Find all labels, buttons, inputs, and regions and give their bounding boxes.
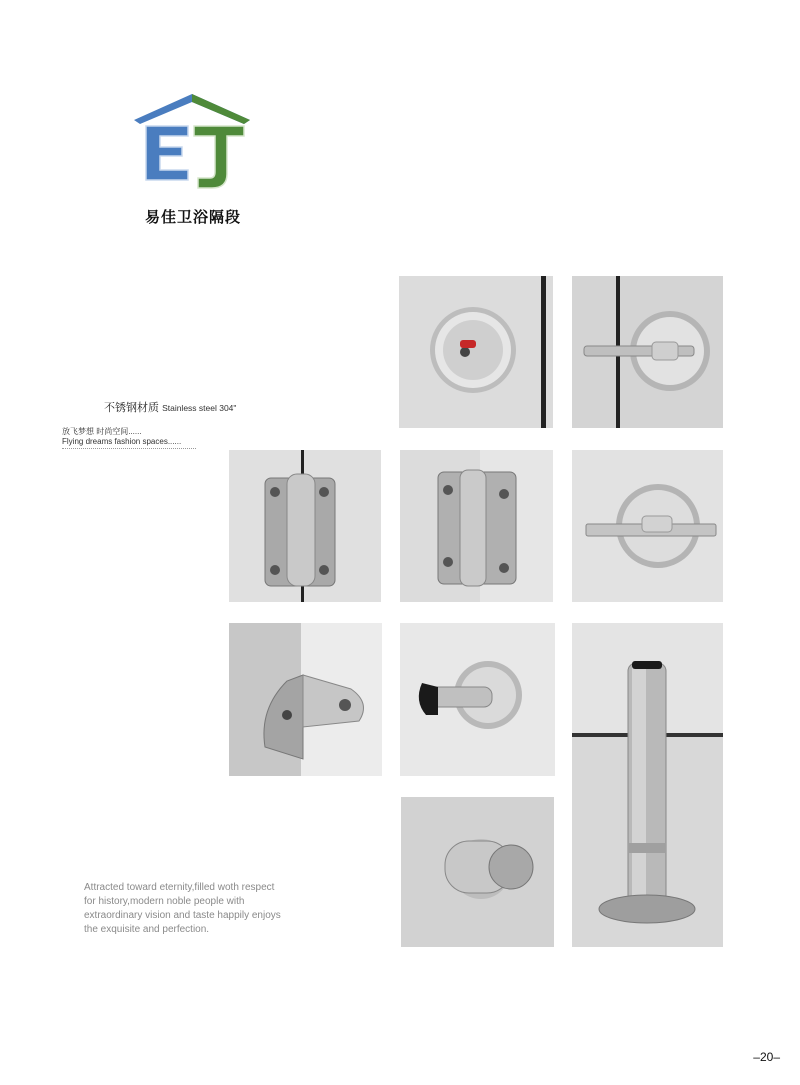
hinge-photo-1	[229, 450, 381, 602]
tagline-en: Flying dreams fashion spaces......	[62, 437, 182, 446]
door-stop-knob-photo	[401, 797, 554, 947]
description-line: Attracted toward eternity,filled woth respect	[84, 882, 275, 893]
page-number: –20–	[753, 1050, 780, 1064]
hinge-photo-2	[400, 450, 553, 602]
material-label	[104, 399, 236, 415]
description-line: extraordinary vision and taste happily enjoys	[84, 910, 281, 921]
material-en: Stainless steel 304"	[162, 403, 237, 413]
brand-logo	[132, 92, 254, 192]
brand-name: 易佳卫浴隔段	[144, 208, 241, 226]
coat-hook-photo	[400, 623, 555, 776]
bracket-photo	[229, 623, 382, 776]
lever-lock-photo	[572, 276, 723, 428]
divider	[62, 448, 196, 449]
lever-latch-photo	[572, 450, 723, 602]
description-line: the exquisite and perfection.	[84, 924, 210, 935]
indicator-lock-photo	[399, 276, 553, 428]
leg-support-photo	[572, 623, 723, 947]
description-paragraph	[84, 881, 324, 937]
material-cn: 不锈钢材质	[104, 402, 159, 414]
tagline-cn: 放飞梦想 时尚空间......	[62, 427, 142, 436]
description-line: for history,modern noble people with	[84, 896, 245, 907]
